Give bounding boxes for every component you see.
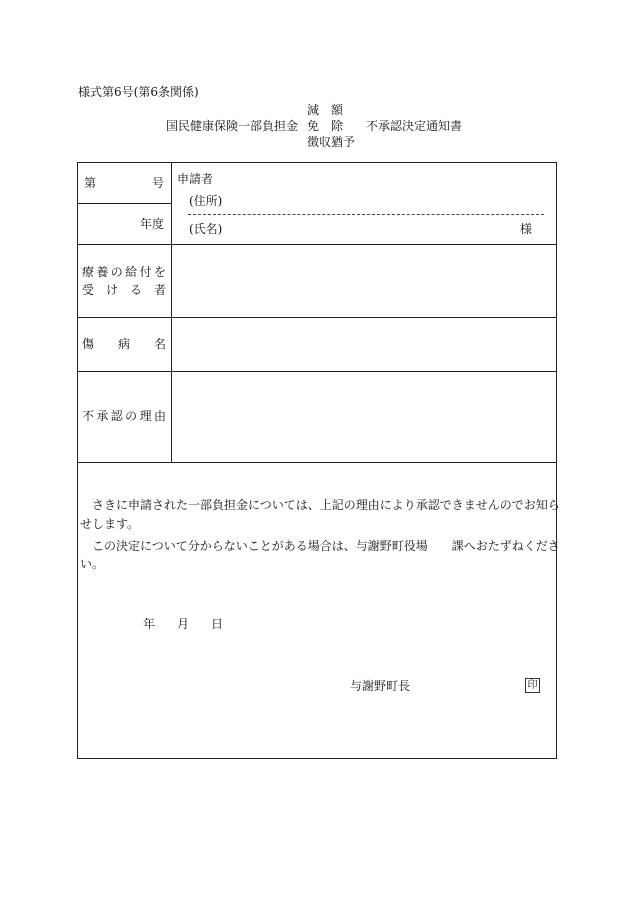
reason-label: 不 承 認 の 理 由 [82, 409, 166, 423]
honorific: 様 [520, 222, 533, 236]
table-number-divider [77, 203, 172, 204]
official-seal: 印 [525, 678, 540, 693]
title-option-defer: 徴収猶予 [307, 135, 356, 149]
recipient-label-line2: 受 け る 者 [82, 283, 166, 297]
notice-paragraph-1-line-2: せします。 [80, 517, 140, 531]
applicant-dashed-divider [188, 214, 544, 215]
table-border-right [556, 162, 557, 759]
number-label: 第 号 [84, 176, 164, 190]
title-suffix: 不承認決定通知書 [366, 119, 463, 133]
notice-paragraph-2-line-1: この決定について分からないことがある場合は、与謝野町役場 課へおたずねくださ [80, 539, 560, 553]
title-option-reduce: 減 額 [307, 103, 344, 117]
title-option-exempt: 免 除 [307, 119, 344, 133]
mayor-title: 与謝野町長 [350, 679, 411, 693]
table-border-left [77, 162, 78, 759]
table-border-bottom [77, 758, 557, 759]
notice-paragraph-1-line-1: さきに申請された一部負担金については、上記の理由により承認できませんのでお知ら [80, 498, 560, 512]
date-line: 年 月 日 [143, 617, 223, 631]
table-row-divider-1 [77, 244, 557, 245]
address-label: (住所) [189, 194, 223, 208]
applicant-label: 申請者 [177, 172, 214, 186]
form-id: 様式第6号(第6条関係) [78, 85, 199, 99]
table-border-top [77, 162, 557, 163]
illness-label: 傷 病 名 [82, 337, 166, 351]
table-row-divider-2 [77, 317, 557, 318]
table-row-divider-4 [77, 462, 557, 463]
table-row-divider-3 [77, 371, 557, 372]
title-prefix: 国民健康保険一部負担金 [166, 119, 299, 133]
notice-paragraph-2-line-2: い。 [80, 557, 105, 571]
recipient-label-line1: 療 養 の 給 付 を [82, 265, 166, 279]
table-column-divider [171, 162, 172, 462]
name-label: (氏名) [189, 222, 223, 236]
year-label: 年度 [140, 217, 165, 231]
